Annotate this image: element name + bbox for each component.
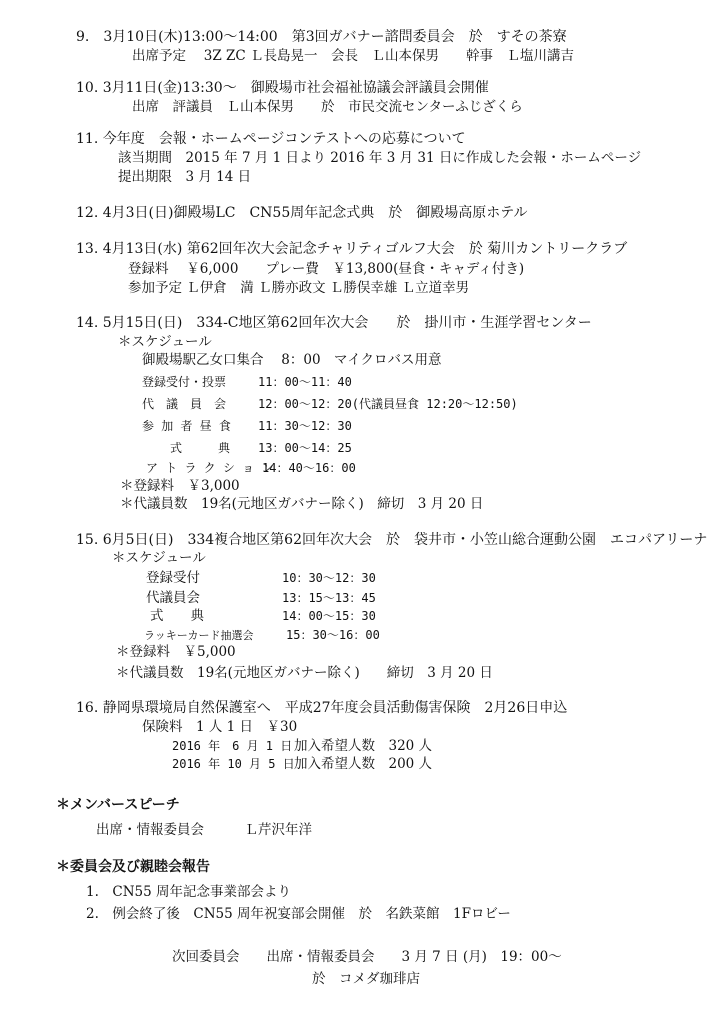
- member-speech-title: ＊メンバースピーチ: [56, 797, 180, 813]
- item-13-heading: 13. 4月13日(水) 第62回年次大会記念チャリティゴルフ大会 於 菊川カントリークラブ: [76, 241, 628, 257]
- schedule-time: 15：30～16：00: [286, 628, 380, 642]
- schedule-time: 12：00～12：20(代議員昼食 12:20～12:50): [258, 397, 518, 411]
- schedule-time: 14：40～16：00: [262, 461, 356, 475]
- item-12-heading: 12. 4月3日(日)御殿場LC CN55周年記念式典 於 御殿場高原ホテル: [76, 205, 528, 221]
- item-13-participants: 参加予定 Ｌ伊倉 満 Ｌ勝亦政文 Ｌ勝俣幸雄 Ｌ立道幸男: [128, 280, 470, 296]
- item-14-heading: 14. 5月15日(日) 334‐C地区第62回年次大会 於 掛川市・生涯学習センター: [76, 315, 592, 331]
- schedule-label: ア ト ラ ク シ ョ ン: [146, 461, 274, 475]
- enrollment-date: 2016 年 6 月 1 日: [172, 739, 293, 753]
- item-15-registration-fee: ＊登録料 ￥5,000: [116, 644, 236, 660]
- schedule-label: 式 典: [170, 441, 231, 455]
- item-14-schedule-label: ＊スケジュール: [118, 334, 212, 350]
- item-9-heading: 9. 3月10日(木)13:00～14:00 第3回ガバナー諮問委員会 於 すその茶寮: [76, 29, 567, 45]
- schedule-label: 代議員会: [146, 590, 200, 606]
- enrollment-count: 加入希望人数 320 人: [294, 738, 433, 754]
- item-11-deadline: 提出期限 3 月 14 日: [118, 169, 252, 185]
- committee-report-item-1: 1. CN55 周年記念事業部会より: [86, 884, 291, 900]
- item-9-attendees: 出席予定 3Z ZC Ｌ長島晃一 会長 Ｌ山本保男 幹事 Ｌ塩川講吉: [132, 48, 575, 64]
- schedule-label: 登録受付: [146, 570, 200, 586]
- schedule-time: 13：00～14：25: [258, 441, 352, 455]
- item-11-period: 該当期間 2015 年 7 月 1 日より 2016 年 3 月 31 日に作成した会報・ホームページ: [118, 150, 642, 166]
- schedule-time: 10：30～12：30: [282, 571, 376, 585]
- enrollment-count: 加入希望人数 200 人: [294, 756, 433, 772]
- item-13-fees: 登録料 ￥6,000 プレー費 ￥13,800(昼食・キャディ付き): [128, 261, 525, 277]
- schedule-time: 13：15～13：45: [282, 591, 376, 605]
- schedule-label: 代 議 員 会: [142, 397, 227, 411]
- next-meeting-venue: 於 コメダ珈琲店: [312, 971, 420, 987]
- schedule-label: 登録受付・投票: [142, 375, 227, 389]
- schedule-time: 11：00～11：40: [258, 375, 352, 389]
- committee-report-title: ＊委員会及び親睦会報告: [56, 859, 210, 875]
- item-16-heading: 16. 静岡県環境局自然保護室へ 平成27年度会員活動傷害保険 2月26日申込: [76, 700, 568, 716]
- member-speech-speaker: 出席・情報委員会 Ｌ芹沢年洋: [96, 822, 312, 838]
- enrollment-date: 2016 年 10 月 5 日: [172, 757, 295, 771]
- item-14-meeting-point: 御殿場駅乙女口集合 8：00 マイクロバス用意: [142, 352, 442, 368]
- item-10-heading: 10. 3月11日(金)13:30～ 御殿場市社会福祉協議会評議員会開催: [76, 80, 489, 96]
- schedule-label: 参 加 者 昼 食: [142, 419, 231, 433]
- item-15-delegates: ＊代議員数 19名(元地区ガバナー除く) 締切 3 月 20 日: [116, 665, 493, 681]
- item-15-schedule-label: ＊スケジュール: [112, 550, 206, 566]
- committee-report-item-2: 2. 例会終了後 CN55 周年祝宴部会開催 於 名鉄菜館 1Fロビー: [86, 906, 511, 922]
- item-11-heading: 11. 今年度 会報・ホームページコンテストへの応募について: [76, 131, 466, 147]
- item-16-premium: 保険料 1 人 1 日 ￥30: [142, 719, 298, 735]
- item-14-delegates: ＊代議員数 19名(元地区ガバナー除く) 締切 3 月 20 日: [120, 496, 484, 512]
- next-meeting-line: 次回委員会 出席・情報委員会 3 月 7 日 (月) 19：00～: [172, 949, 562, 965]
- item-10-attendees: 出席 評議員 Ｌ山本保男 於 市民交流センターふじざくら: [132, 99, 523, 115]
- schedule-time: 11：30～12：30: [258, 419, 352, 433]
- schedule-label: ラッキーカード抽選会: [144, 629, 254, 642]
- schedule-label: 式 典: [150, 608, 204, 624]
- item-15-heading: 15. 6月5日(日) 334複合地区第62回年次大会 於 袋井市・小笠山総合運動公園 エコパアリーナ: [76, 532, 708, 548]
- schedule-time: 14：00～15：30: [282, 609, 376, 623]
- item-14-registration-fee: ＊登録料 ￥3,000: [120, 478, 240, 494]
